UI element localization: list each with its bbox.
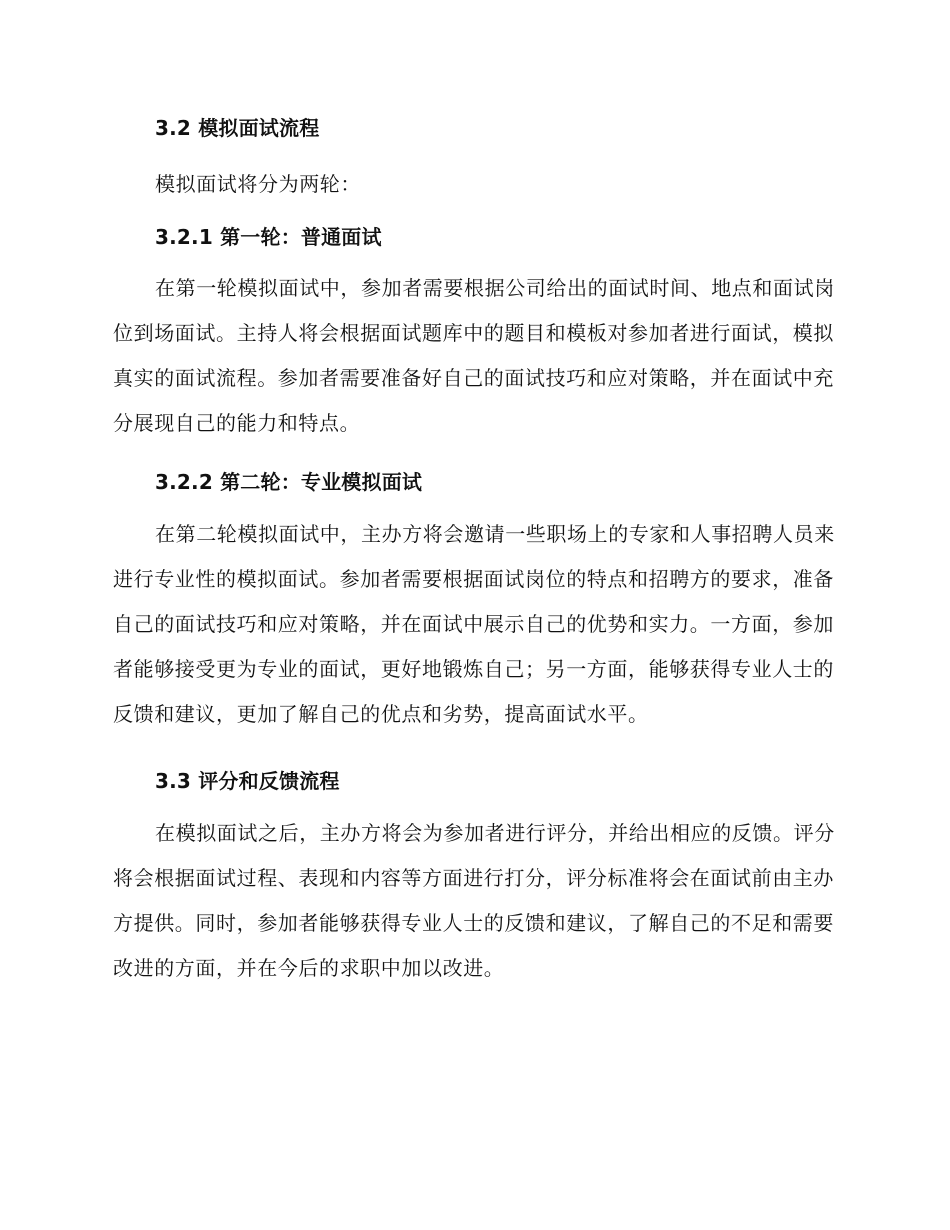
section-heading-3-2-2: 3.2.2 第二轮：专业模拟面试 (155, 470, 423, 494)
section-3-2-2-paragraph: 在第二轮模拟面试中，主办方将会邀请一些职场上的专家和人事招聘人员来进行专业性的模拟面试。参加者需要根据面试岗位的特点和招聘方的要求，准备自己的面试技巧和应对策略，并在面试中展示自己的优势和实力。一方面，参加者能够接受更为专业的面试，更好地锻炼自己；另一方面，能够获得专业人士的反馈和建议，更加了解自己的优点和劣势，提高面试水平。 (113, 522, 835, 726)
section-heading-3-3: 3.3 评分和反馈流程 (155, 769, 340, 793)
section-3-3-paragraph: 在模拟面试之后，主办方将会为参加者进行评分，并给出相应的反馈。评分将会根据面试过程、表现和内容等方面进行打分，评分标准将会在面试前由主办方提供。同时，参加者能够获得专业人士的反馈和建议，了解自己的不足和需要改进的方面，并在今后的求职中加以改进。 (113, 821, 835, 980)
section-3-2-1-paragraph: 在第一轮模拟面试中，参加者需要根据公司给出的面试时间、地点和面试岗位到场面试。主持人将会根据面试题库中的题目和模板对参加者进行面试，模拟真实的面试流程。参加者需要准备好自己的面试技巧和应对策略，并在面试中充分展现自己的能力和特点。 (113, 276, 835, 435)
section-heading-3-2-1: 3.2.1 第一轮：普通面试 (155, 225, 382, 249)
document-body (113, 112, 835, 991)
section-intro-paragraph: 模拟面试将分为两轮： (155, 172, 361, 196)
section-heading-3-2: 3.2 模拟面试流程 (155, 116, 320, 140)
